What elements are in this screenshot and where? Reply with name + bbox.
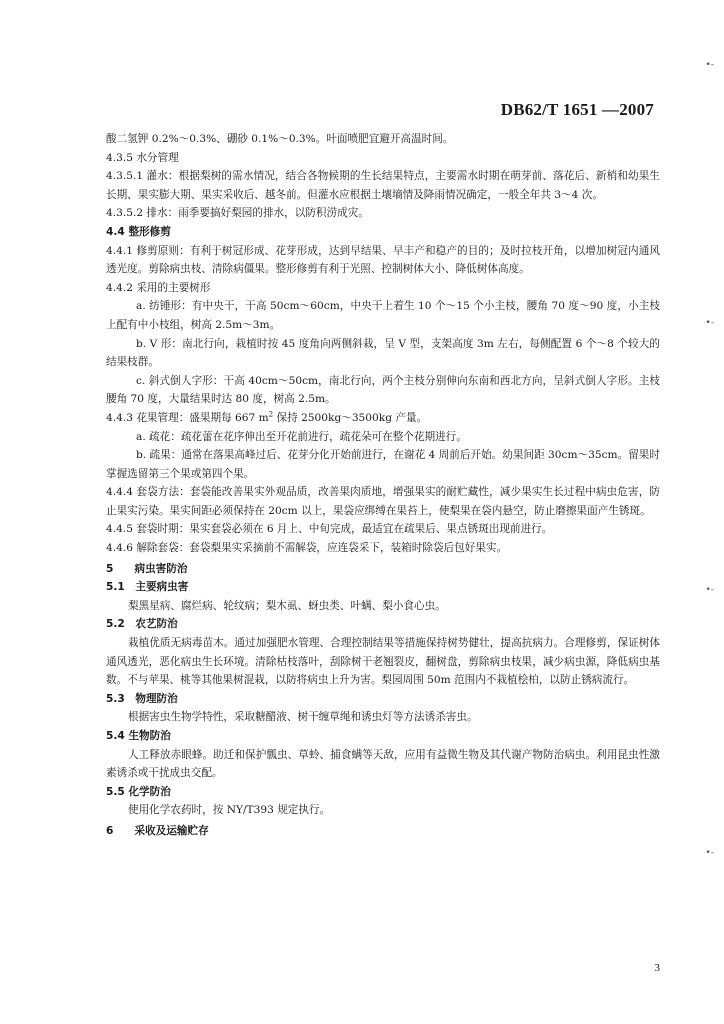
- section-heading: 5.5 化学防治: [106, 785, 171, 798]
- edge-mark: •-: [705, 60, 714, 70]
- list-item: b. V 形：南北行向，栽植时按 45 度角向两侧斜栽，呈 V 型，支架高度 3m 左右，每侧配置 6 个～8 个较大的结果枝群。: [106, 337, 660, 369]
- paragraph: 梨黑星病、腐烂病、轮纹病；梨木虱、蚜虫类、叶螨、梨小食心虫。: [128, 599, 446, 612]
- paragraph: 酸二氢钾 0.2%～0.3%、硼砂 0.1%～0.3%。叶面喷肥宜避开高温时间。: [106, 133, 454, 145]
- section-heading: 5.3 物理防治: [106, 692, 178, 705]
- paragraph: 4.4.4 套袋方法：套袋能改善果实外观品质，改善果肉质地，增强果实的耐贮藏性，减少果实生长过程中病虫危害，防止果实污染。果实间距必须保持在 20cm 以上，果袋应绑缚在果苔上，使梨果在袋内悬空，防止磨擦果面产生锈斑。: [106, 486, 660, 517]
- subsection-heading: 4.3.5 水分管理: [106, 151, 179, 164]
- paragraph: 4.4.6 解除套袋：套袋梨果实采摘前不需解袋，应连袋采下，装箱时除袋后包好果实。: [106, 542, 508, 555]
- paragraph: 栽植优质无病毒苗木。通过加强肥水管理、合理控制结果等措施保持树势健壮，提高抗病力。合理修剪，保证树体通风透光，恶化病虫生长环境。清除枯枝落叶，刮除树干老翘裂皮，翻树盘，剪除病虫枝果，减少病虫源，降低病虫基数。不与苹果、桃等其他果树混栽，以防将病虫上升为害。梨园周围 50m 范围内不栽植桧柏，以防止锈病流行。: [106, 637, 660, 687]
- list-item: c. 斜式倒人字形：干高 40cm～50cm，南北行向，两个主枝分别伸向东南和西北方向，呈斜式倒人字形。主枝腰角 70 度，大量结果时达 80 度，树高 2.5m。: [106, 374, 660, 406]
- paragraph: 4.3.5.2 排水：雨季要搞好梨园的排水，以防积涝成灾。: [106, 207, 369, 220]
- list-item: a. 纺锤形：有中央干，干高 50cm～60cm，中央干上着生 10 个～15 个小主枝，腰角 70 度～90 度，小主枝上配有中小枝组，树高 2.5m～3m。: [106, 300, 660, 331]
- paragraph: 根据害虫生物学特性，采取糖醋液、树干缠草绳和诱虫灯等方法诱杀害虫。: [128, 711, 478, 724]
- subsection-heading: 4.4.2 采用的主要树形: [106, 281, 211, 294]
- page-number: 3: [654, 962, 660, 974]
- paragraph: 4.4.5 套袋时期：果实套袋必须在 6 月上、中旬完成，最适宜在疏果后、果点锈斑出现前进行。: [106, 523, 553, 536]
- section-heading: 6 采收及运输贮存: [106, 824, 209, 837]
- section-heading: 5.1 主要病虫害: [106, 581, 189, 594]
- text-span: 保持 2500kg～3500kg 产量。: [273, 411, 428, 424]
- edge-mark: •-: [705, 585, 714, 595]
- section-heading: 4.4 整形修剪: [106, 225, 171, 238]
- paragraph: [106, 409, 660, 428]
- edge-mark: •-: [705, 318, 714, 328]
- section-heading: 5.2 农艺防治: [106, 618, 178, 631]
- section-heading: 5 病虫害防治: [106, 562, 188, 575]
- section-heading: 5.4 生物防治: [106, 730, 171, 742]
- document-code: DB62/T 1651 —2007: [500, 100, 654, 119]
- superscript: 2: [268, 410, 274, 419]
- edge-mark: •-: [705, 848, 714, 858]
- paragraph: 4.4.1 修剪原则：有利于树冠形成、花芽形成，达到早结果、早丰产和稳产的目的；及时拉枝开角，以增加树冠内通风透光度。剪除病虫枝、清除病僵果。整形修剪有利于光照、控制树体大小、降低树体高度。: [106, 244, 660, 276]
- text-span: 4.4.3 花果管理：盛果期每 667 m: [106, 411, 269, 424]
- list-item: b. 疏果：通常在落果高峰过后、花芽分化开始前进行，在谢花 4 周前后开始。幼果间距 30cm～35cm。留果时掌握选留第三个果或第四个果。: [106, 449, 660, 480]
- paragraph: 人工释放赤眼蜂。助迁和保护瓢虫、草蛉、捕食螨等天敌，应用有益微生物及其代谢产物防治病虫。利用昆虫性激素诱杀或干扰成虫交配。: [106, 748, 660, 780]
- paragraph: 4.3.5.1 灌水：根据梨树的需水情况，结合各物候期的生长结果特点，主要需水时期在萌芽前、落花后、新梢和幼果生长期、果实膨大期、果实采收后、越冬前。但灌水应根据土壤墒情及降雨情况确定，一般全年共 3～4 次。: [106, 170, 660, 201]
- document-body: [106, 130, 660, 841]
- list-item: a. 疏花：疏花蕾在花序伸出至开花前进行，疏花朵可在整个花期进行。: [136, 430, 467, 443]
- paragraph: 使用化学农药时，按 NY/T393 规定执行。: [128, 804, 331, 817]
